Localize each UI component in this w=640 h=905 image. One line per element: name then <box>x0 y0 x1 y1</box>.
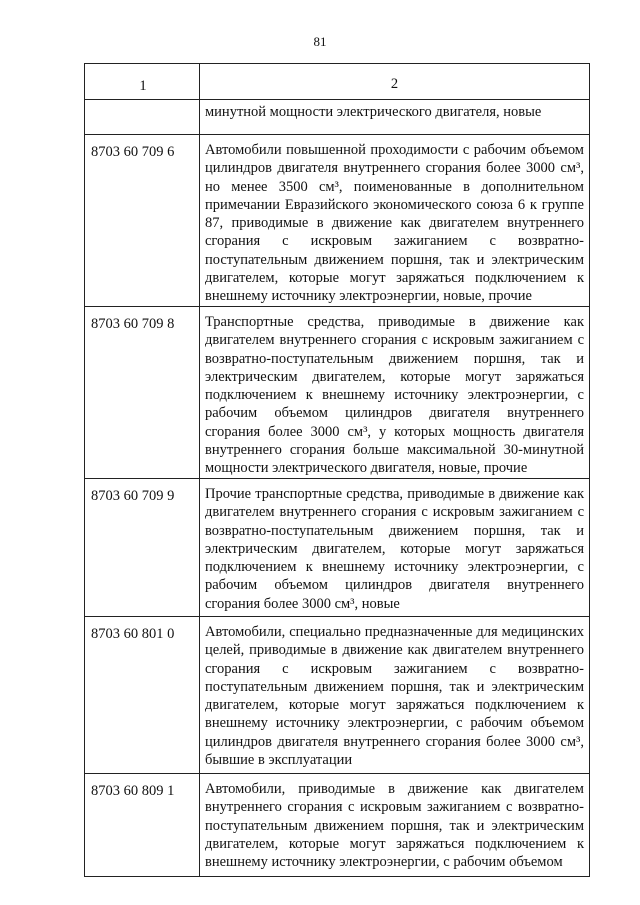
column-header-2: 2 <box>200 64 590 100</box>
tariff-table <box>84 63 590 877</box>
page-number: 81 <box>313 34 327 49</box>
column-header-1: 1 <box>85 64 200 100</box>
table-row <box>85 135 590 307</box>
row-code: 8703 60 809 1 <box>85 774 200 877</box>
row-description: Прочие транспортные средства, приводимые в движение как двигателем внутреннего сгорания с искровым зажиганием с возвратно-поступательным движением поршня, так и электрическим двигателем, которые могут заряжаться подключением к внешнему источнику электроэнергии, с рабочим объемом цилиндров двигателя внутреннего сгорания более 3000 см³, новые <box>200 479 590 617</box>
row-description: Автомобили, приводимые в движение как двигателем внутреннего сгорания с искровым зажиганием с возвратно-поступательным движением поршня, так и электрическим двигателем, которые могут заряжаться подключением к внешнему источнику электроэнергии, с рабочим объемом <box>200 774 590 877</box>
row-code: 8703 60 709 9 <box>85 479 200 617</box>
row-code <box>85 100 200 135</box>
row-description: Автомобили, специально предназначенные для медицинских целей, приводимые в движение как двигателем внутреннего сгорания с искровым зажиганием с возвратно-поступательным движением поршня, так и электрическим двигателем, которые могут заряжаться подключением к внешнему источнику электроэнергии, с рабочим объемом цилиндров двигателя внутреннего сгорания более 3000 см³, бывшие в эксплуатации <box>200 617 590 774</box>
table-row <box>85 307 590 479</box>
row-code: 8703 60 801 0 <box>85 617 200 774</box>
row-description: Автомобили повышенной проходимости с рабочим объемом цилиндров двигателя внутреннего сгорания более 3000 см³, но менее 3500 см³, поименованные в дополнительном примечании Евразийского экономического союза 6 к группе 87, приводимые в движение как двигателем внутреннего сгорания с искровым зажиганием с возвратно-поступательным движением поршня, так и электрическим двигателем, которые могут заряжаться подключением к внешнему источнику электроэнергии, новые, прочие <box>200 135 590 307</box>
row-code: 8703 60 709 8 <box>85 307 200 479</box>
table-row <box>85 479 590 617</box>
table-row <box>85 617 590 774</box>
row-code: 8703 60 709 6 <box>85 135 200 307</box>
table-row <box>85 774 590 877</box>
row-description: минутной мощности электрического двигателя, новые <box>200 100 590 135</box>
table-header-row <box>85 64 590 100</box>
row-description: Транспортные средства, приводимые в движение как двигателем внутреннего сгорания с искровым зажиганием с возвратно-поступательным движением поршня, так и электрическим двигателем, которые могут заряжаться подключением к внешнему источнику электроэнергии, с рабочим объемом цилиндров двигателя внутреннего сгорания более 3000 см³, у которых мощность двигателя внутреннего сгорания больше максимальной 30-минутной мощности электрического двигателя, новые, прочие <box>200 307 590 479</box>
table-row <box>85 100 590 135</box>
